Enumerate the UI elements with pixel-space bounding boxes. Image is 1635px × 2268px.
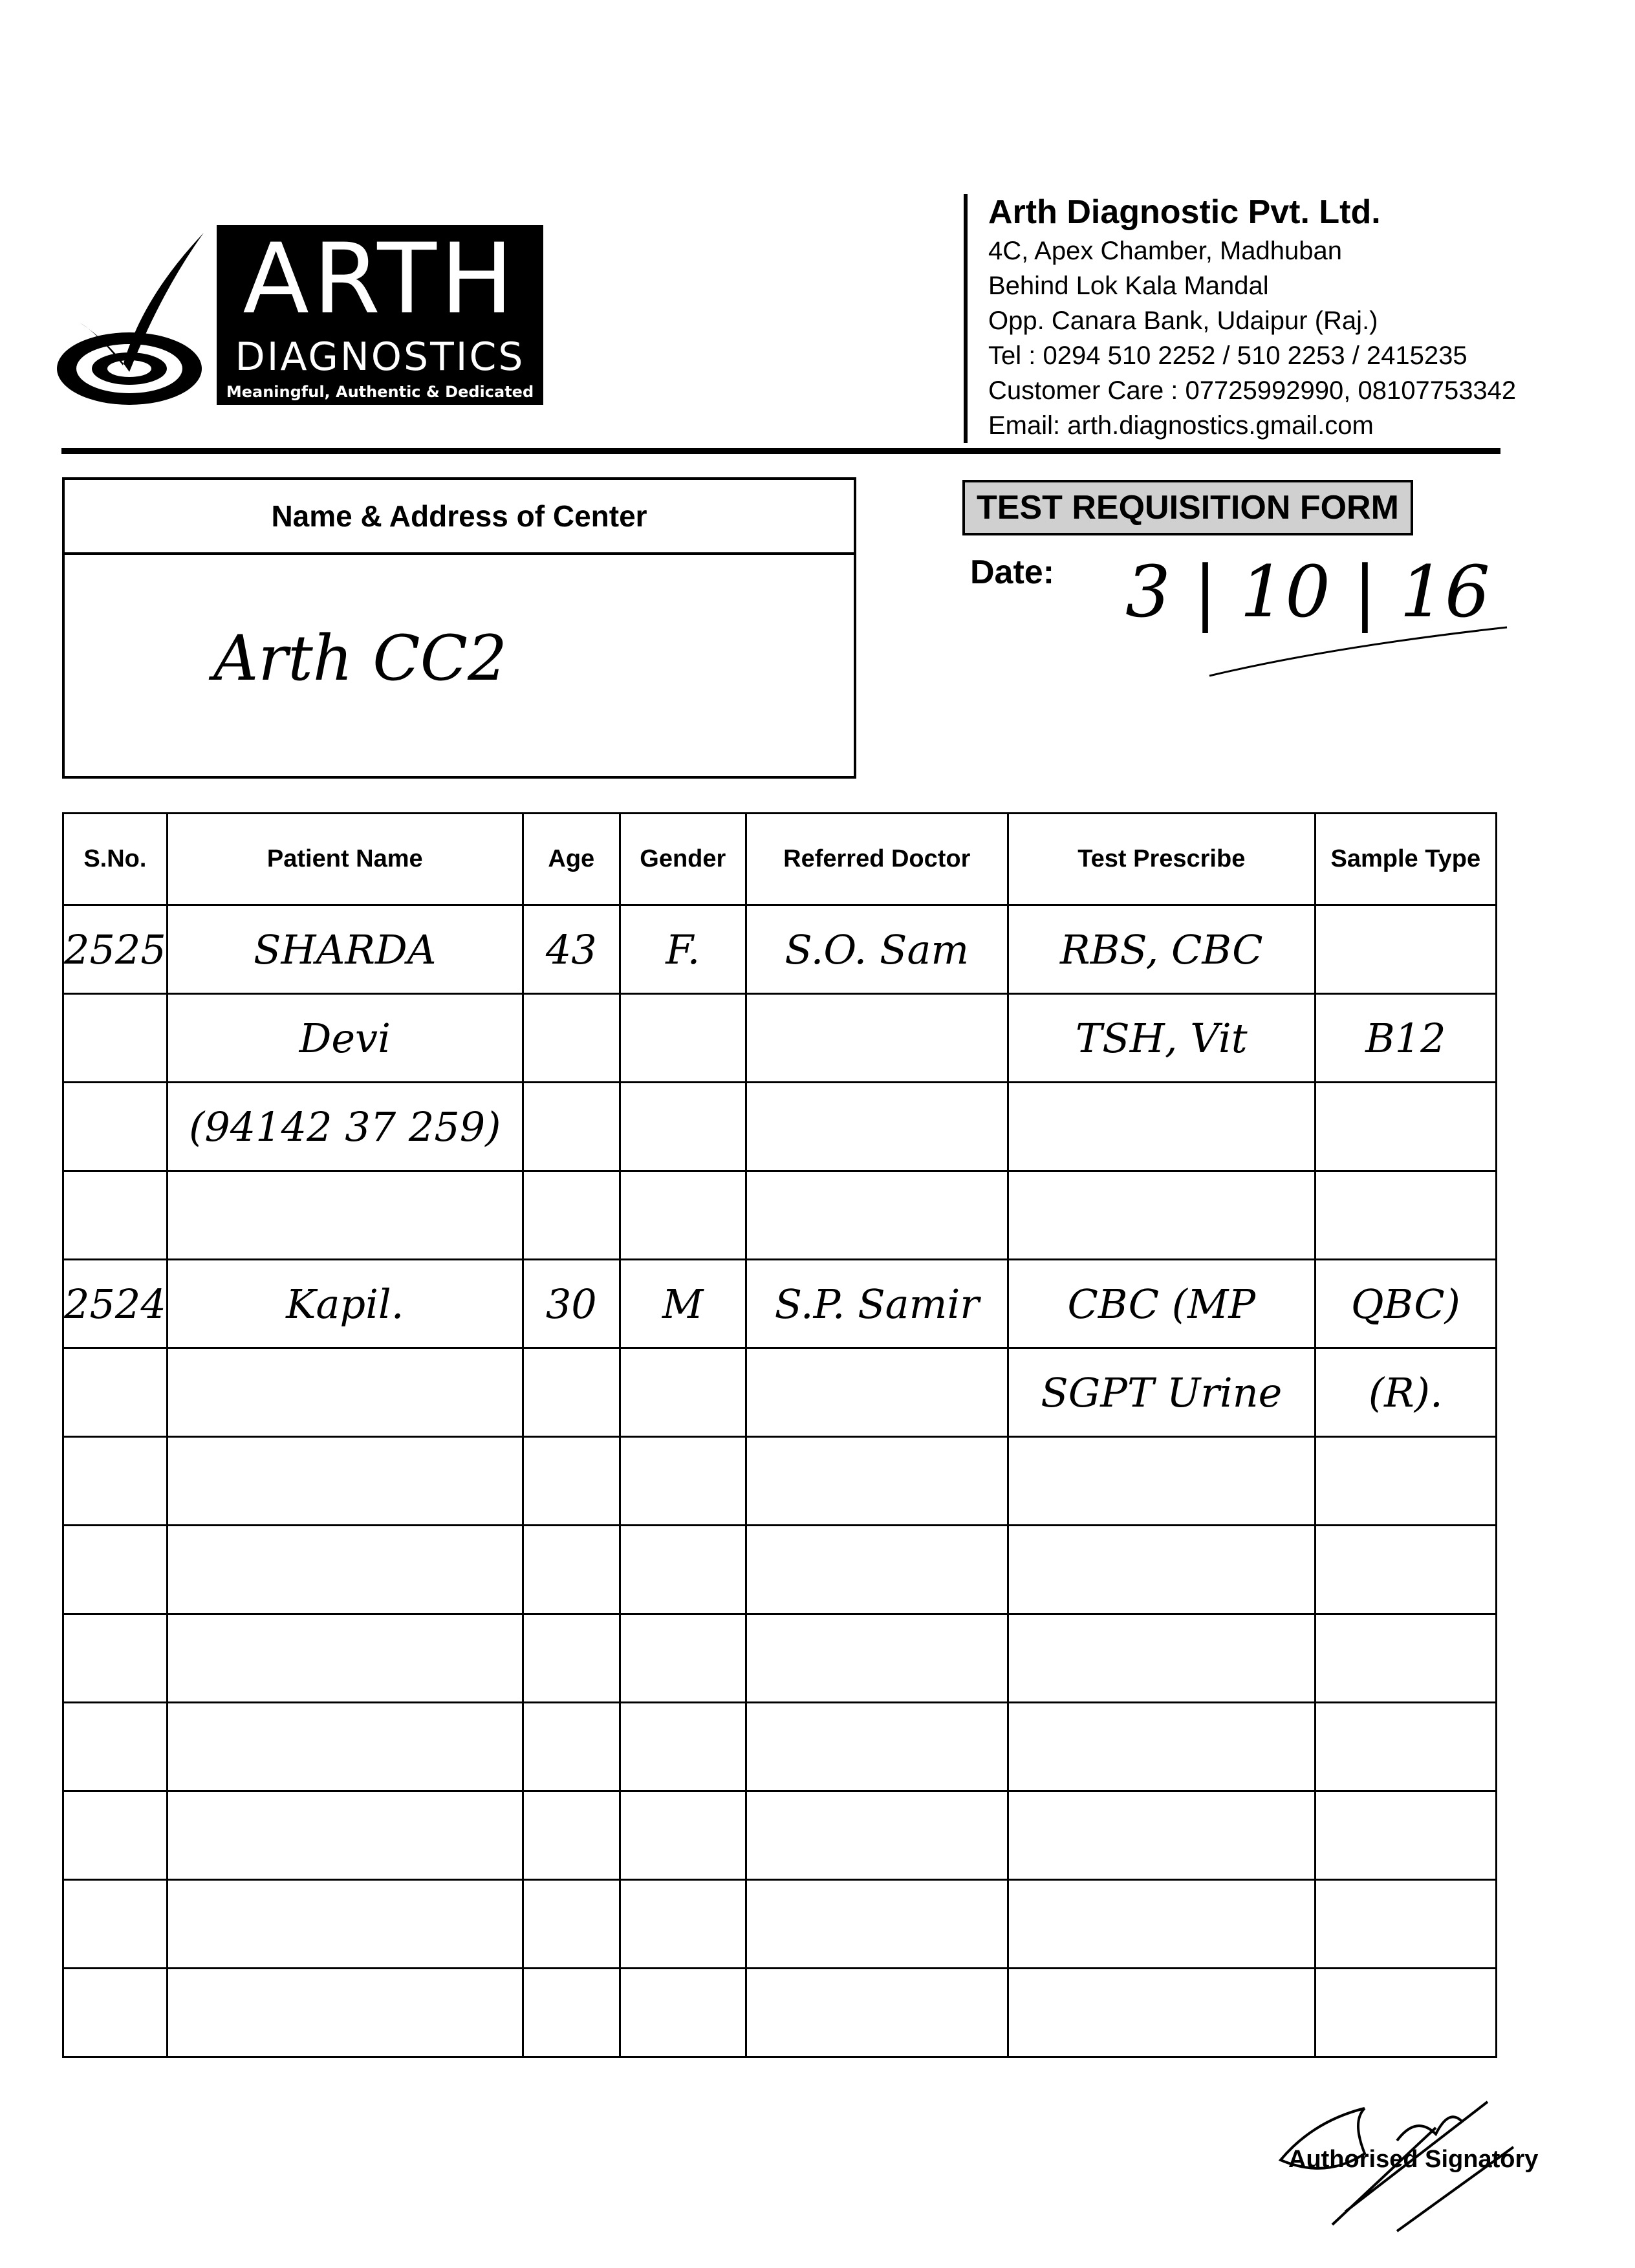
column-header: Referred Doctor: [746, 814, 1008, 905]
cell-sample-type: QBC): [1315, 1260, 1496, 1348]
logo-tagline: Meaningful, Authentic & Dedicated: [226, 383, 534, 401]
cell-test-prescribe: [1008, 1437, 1315, 1526]
table-row: [63, 1791, 1497, 1880]
cell-gender: F.: [620, 905, 746, 994]
arth-logo: [52, 220, 556, 414]
cell-referred-doctor: S.P. Samir: [746, 1260, 1008, 1348]
cell-age: [523, 1614, 620, 1703]
cell-gender: [620, 1969, 746, 2057]
table-row: [63, 1171, 1497, 1260]
cell-age: [523, 1348, 620, 1437]
address-line: Opp. Canara Bank, Udaipur (Raj.): [988, 307, 1378, 335]
cell-test-prescribe: CBC (MP: [1008, 1260, 1315, 1348]
center-heading: Name & Address of Center: [65, 480, 854, 555]
cell-age: [523, 1969, 620, 2057]
cell-patient-name: [167, 1880, 523, 1969]
cell-sno: [63, 1703, 168, 1791]
cell-referred-doctor: [746, 1969, 1008, 2057]
cell-age: [523, 1171, 620, 1260]
date-value: 3 | 10 | 16: [1125, 550, 1490, 633]
cell-sample-type: [1315, 1880, 1496, 1969]
date-label: Date:: [970, 554, 1055, 591]
cell-patient-name: Devi: [167, 994, 523, 1083]
cell-sample-type: B12: [1315, 994, 1496, 1083]
cell-sample-type: [1315, 1437, 1496, 1526]
column-header: Test Prescribe: [1008, 814, 1315, 905]
cell-gender: [620, 1083, 746, 1171]
cell-sno: [63, 1969, 168, 2057]
cell-sample-type: [1315, 1614, 1496, 1703]
cell-sample-type: [1315, 1171, 1496, 1260]
cell-test-prescribe: [1008, 1880, 1315, 1969]
target-check-icon: [52, 220, 220, 414]
cell-age: [523, 1791, 620, 1880]
cell-referred-doctor: [746, 1703, 1008, 1791]
cell-referred-doctor: [746, 1880, 1008, 1969]
cell-sno: [63, 1791, 168, 1880]
column-header: Gender: [620, 814, 746, 905]
cell-patient-name: [167, 1437, 523, 1526]
cell-patient-name: [167, 1526, 523, 1614]
column-header: S.No.: [63, 814, 168, 905]
logo-subtitle: DIAGNOSTICS: [235, 334, 525, 380]
table-row: [63, 1260, 1497, 1348]
form-title: TEST REQUISITION FORM: [962, 480, 1413, 535]
cell-referred-doctor: [746, 1171, 1008, 1260]
cell-referred-doctor: [746, 1437, 1008, 1526]
cell-age: 30: [523, 1260, 620, 1348]
cell-test-prescribe: [1008, 1614, 1315, 1703]
column-header: Sample Type: [1315, 814, 1496, 905]
cell-patient-name: SHARDA: [167, 905, 523, 994]
patient-table: [62, 812, 1497, 2058]
cell-test-prescribe: TSH, Vit: [1008, 994, 1315, 1083]
address-line: 4C, Apex Chamber, Madhuban: [988, 237, 1343, 265]
cell-test-prescribe: [1008, 1703, 1315, 1791]
cell-sno: [63, 1083, 168, 1171]
cell-gender: [620, 994, 746, 1083]
cell-sno: [63, 1526, 168, 1614]
cell-age: [523, 1880, 620, 1969]
table-row: [63, 1437, 1497, 1526]
signatory-label: Authorised Signatory: [1288, 2146, 1539, 2173]
cell-referred-doctor: [746, 1526, 1008, 1614]
cell-test-prescribe: [1008, 1526, 1315, 1614]
table-row: [63, 1526, 1497, 1614]
cell-patient-name: (94142 37 259): [167, 1083, 523, 1171]
cell-sample-type: [1315, 1791, 1496, 1880]
cell-sample-type: (R).: [1315, 1348, 1496, 1437]
cell-test-prescribe: [1008, 1791, 1315, 1880]
cell-age: [523, 1703, 620, 1791]
logo-wordmark-box: [217, 225, 543, 405]
table-row: [63, 1614, 1497, 1703]
cell-sno: [63, 1614, 168, 1703]
table-row: [63, 1880, 1497, 1969]
column-header: Age: [523, 814, 620, 905]
cell-gender: [620, 1614, 746, 1703]
cell-patient-name: [167, 1614, 523, 1703]
company-customer-care: Customer Care : 07725992990, 08107753342: [988, 376, 1517, 405]
cell-patient-name: [167, 1171, 523, 1260]
cell-referred-doctor: S.O. Sam: [746, 905, 1008, 994]
table-row: [63, 1083, 1497, 1171]
center-value: Arth CC2: [213, 622, 508, 695]
company-name: Arth Diagnostic Pvt. Ltd.: [988, 193, 1381, 231]
cell-sample-type: [1315, 1703, 1496, 1791]
logo-wordmark: ARTH: [243, 223, 517, 336]
cell-age: 43: [523, 905, 620, 994]
cell-sample-type: [1315, 1083, 1496, 1171]
cell-gender: [620, 1171, 746, 1260]
cell-gender: [620, 1791, 746, 1880]
table-row: [63, 1703, 1497, 1791]
cell-patient-name: [167, 1969, 523, 2057]
cell-referred-doctor: [746, 994, 1008, 1083]
cell-gender: [620, 1437, 746, 1526]
table-header-row: [63, 814, 1497, 905]
column-header: Patient Name: [167, 814, 523, 905]
cell-gender: [620, 1526, 746, 1614]
cell-patient-name: [167, 1703, 523, 1791]
cell-test-prescribe: [1008, 1171, 1315, 1260]
cell-patient-name: [167, 1348, 523, 1437]
cell-sno: [63, 1171, 168, 1260]
center-box: [62, 477, 856, 779]
cell-age: [523, 1526, 620, 1614]
header-divider: [964, 194, 968, 443]
cell-gender: [620, 1348, 746, 1437]
company-tel: Tel : 0294 510 2252 / 510 2253 / 2415235: [988, 341, 1467, 370]
cell-sno: [63, 994, 168, 1083]
cell-sample-type: [1315, 1969, 1496, 2057]
cell-test-prescribe: [1008, 1969, 1315, 2057]
cell-test-prescribe: [1008, 1083, 1315, 1171]
cell-sno: 2524: [63, 1260, 168, 1348]
cell-test-prescribe: SGPT Urine: [1008, 1348, 1315, 1437]
cell-sno: [63, 1880, 168, 1969]
header-rule: [61, 448, 1500, 454]
cell-test-prescribe: RBS, CBC: [1008, 905, 1315, 994]
table-row: [63, 994, 1497, 1083]
table-row: [63, 905, 1497, 994]
cell-referred-doctor: [746, 1083, 1008, 1171]
date-underline: [1203, 614, 1513, 686]
cell-sno: [63, 1437, 168, 1526]
cell-age: [523, 1083, 620, 1171]
cell-sno: 2525: [63, 905, 168, 994]
cell-gender: [620, 1703, 746, 1791]
cell-sno: [63, 1348, 168, 1437]
cell-gender: [620, 1880, 746, 1969]
cell-patient-name: [167, 1791, 523, 1880]
cell-age: [523, 1437, 620, 1526]
company-email: Email: arth.diagnostics.gmail.com: [988, 411, 1374, 440]
table-row: [63, 1348, 1497, 1437]
company-info: [988, 191, 1570, 443]
cell-patient-name: Kapil.: [167, 1260, 523, 1348]
cell-sample-type: [1315, 1526, 1496, 1614]
cell-referred-doctor: [746, 1791, 1008, 1880]
cell-referred-doctor: [746, 1614, 1008, 1703]
cell-age: [523, 994, 620, 1083]
table-row: [63, 1969, 1497, 2057]
cell-referred-doctor: [746, 1348, 1008, 1437]
address-line: Behind Lok Kala Mandal: [988, 272, 1269, 300]
cell-gender: M: [620, 1260, 746, 1348]
cell-sample-type: [1315, 905, 1496, 994]
